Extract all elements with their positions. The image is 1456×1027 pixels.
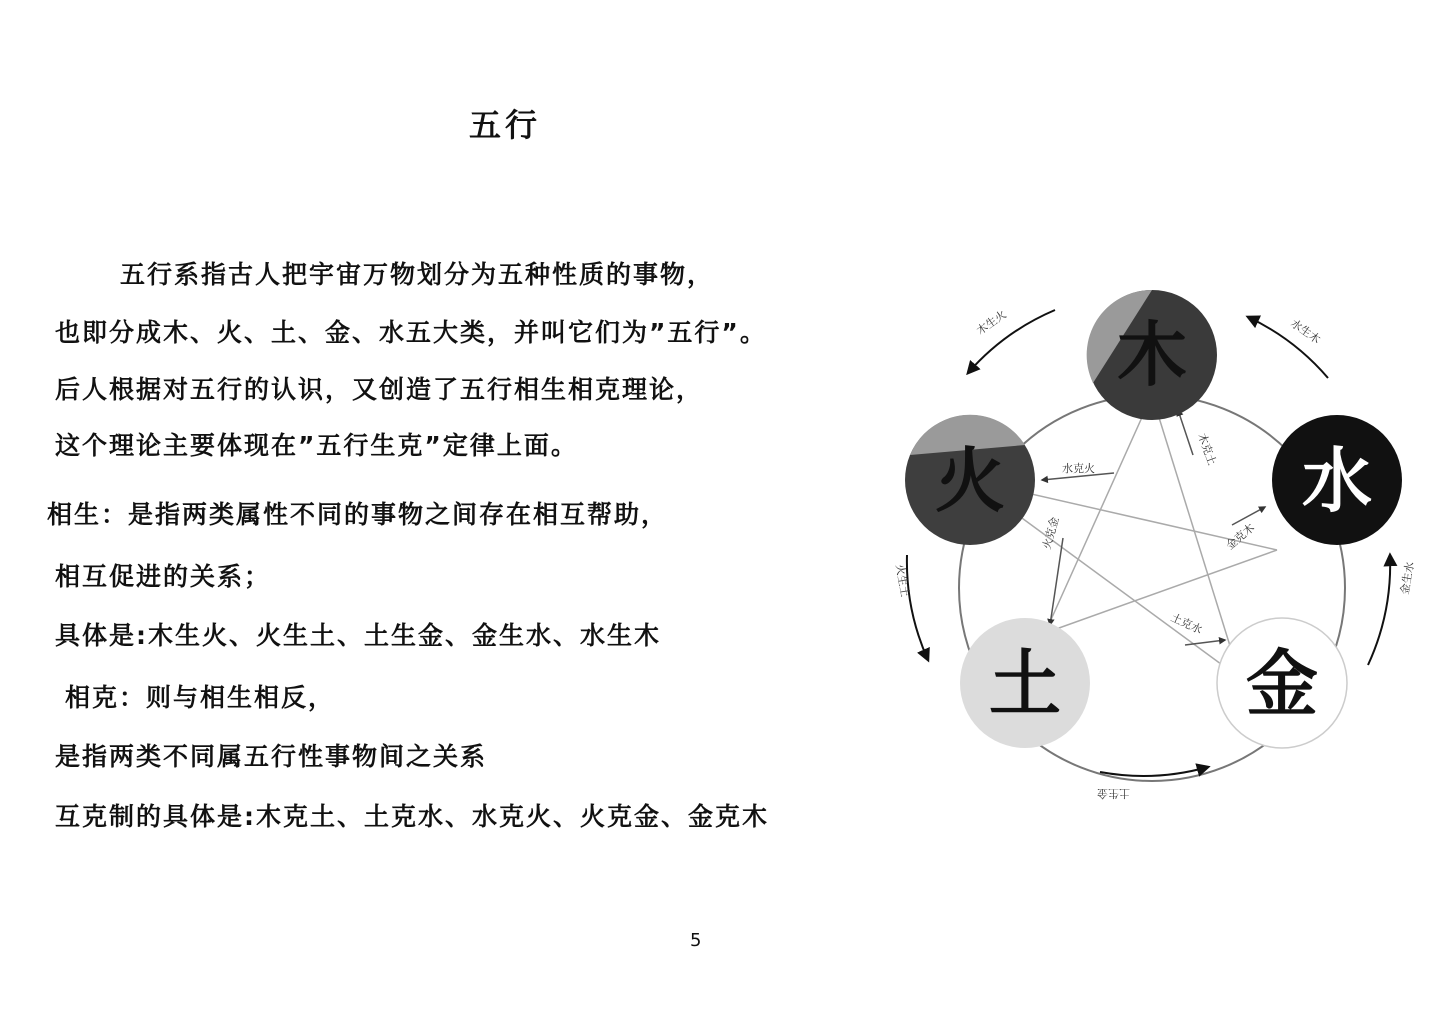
fire-glyph: 火	[935, 439, 1005, 522]
label-fire-metal: 火克金	[1040, 515, 1062, 551]
paragraph-line: 也即分成木、火、土、金、水五大类，并叫它们为”五行”。	[55, 318, 767, 347]
paragraph-line: 相互促进的关系；	[55, 562, 272, 591]
paragraph-line: 是指两类不同属五行性事物间之关系	[55, 742, 488, 771]
paragraph-line: 互克制的具体是:木克土、土克水、水克火、火克金、金克木	[55, 802, 769, 831]
water-glyph: 水	[1302, 439, 1372, 522]
label-metal-wood: 金克木	[1223, 521, 1258, 553]
label-earth-metal: 土生金	[1097, 787, 1130, 800]
page-number: 5	[690, 930, 702, 951]
paragraph-line: 相生：是指两类属性不同的事物之间存在相互帮助，	[47, 500, 669, 529]
paragraph-line: 后人根据对五行的认识，又创造了五行相生相克理论，	[55, 375, 704, 404]
metal-glyph: 金	[1245, 641, 1319, 726]
paragraph-line: 具体是:木生火、火生土、土生金、金生水、水生木	[55, 621, 661, 650]
wood-node	[1087, 290, 1217, 420]
earth-glyph: 土	[988, 641, 1062, 726]
metal-node	[1217, 618, 1347, 748]
fire-node	[905, 415, 1035, 545]
label-metal-water: 金生水	[1398, 560, 1417, 596]
wood-glyph: 木	[1117, 313, 1187, 396]
label-water-wood: 水生木	[1288, 316, 1323, 347]
paragraph-line: 相克：则与相生相反，	[65, 683, 336, 712]
water-node	[1272, 415, 1402, 545]
paragraph-line: 五行系指古人把宇宙万物划分为五种性质的事物，	[120, 260, 715, 289]
page-title: 五行	[468, 106, 541, 144]
label-water-fire: 水克火	[1062, 462, 1095, 475]
five-elements-diagram	[880, 255, 1420, 815]
label-earth-water: 土克水	[1168, 610, 1205, 637]
control-arrows	[1042, 410, 1265, 645]
earth-node	[960, 618, 1090, 748]
label-fire-earth: 火生土	[893, 563, 912, 599]
label-wood-earth: 木克土	[1195, 431, 1219, 468]
paragraph-line: 这个理论主要体现在”五行生克”定律上面。	[55, 431, 578, 460]
label-wood-fire: 木生火	[974, 307, 1009, 338]
